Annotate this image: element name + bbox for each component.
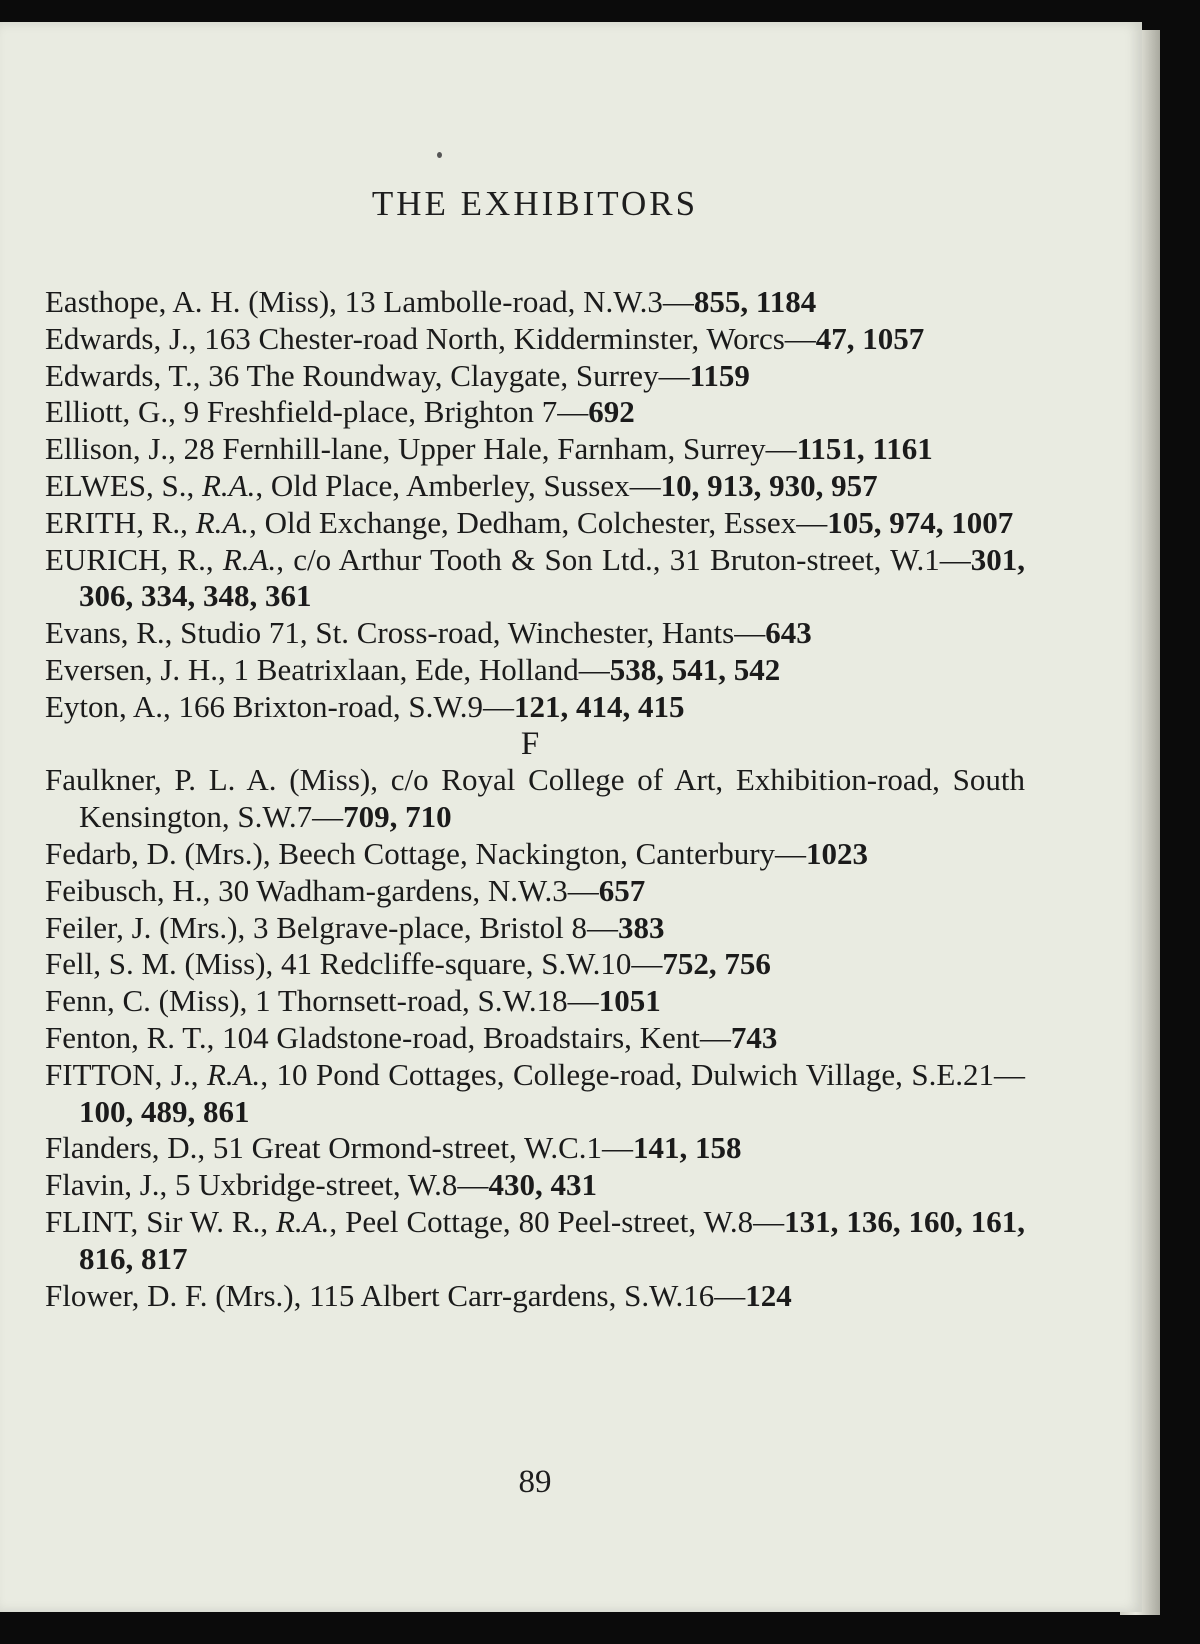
exhibitor-name-address: FITTON, J., xyxy=(45,1056,207,1092)
exhibitor-entry xyxy=(45,358,1025,395)
running-head: THE EXHIBITORS xyxy=(371,184,699,223)
exhibitor-name-address: Flanders, D., 51 Great Ormond-street, W.C.1— xyxy=(45,1130,634,1166)
exhibitor-entry xyxy=(45,1130,1025,1167)
exhibitor-name-address: Flower, D. F. (Mrs.), 115 Albert Carr-gardens, S.W.16— xyxy=(45,1277,746,1313)
catalogue-numbers: 1051 xyxy=(598,983,661,1019)
exhibitor-entry xyxy=(45,1167,1025,1204)
exhibitor-entry xyxy=(45,1057,1025,1131)
catalogue-numbers: 383 xyxy=(618,909,665,945)
ra-designation: R.A. xyxy=(276,1203,330,1239)
catalogue-numbers: 752, 756 xyxy=(662,946,771,982)
exhibitor-name-address: Edwards, T., 36 The Roundway, Claygate, Surrey— xyxy=(45,357,690,393)
exhibitor-name-address: EURICH, R., xyxy=(45,541,223,577)
exhibitor-name-address: ELWES, S., xyxy=(45,467,202,503)
catalogue-numbers: 1159 xyxy=(689,357,750,393)
catalogue-numbers: 131, 136, 160, 161, 816, 817 xyxy=(79,1203,1026,1276)
exhibitor-name-address: Eversen, J. H., 1 Beatrixlaan, Ede, Holland— xyxy=(45,651,610,687)
exhibitor-name-address: Feibusch, H., 30 Wadham-gardens, N.W.3— xyxy=(45,872,599,908)
exhibitor-name-address: Fell, S. M. (Miss), 41 Redcliffe-square, S.W.10— xyxy=(45,946,663,982)
exhibitor-name-address: FLINT, Sir W. R., xyxy=(45,1203,277,1239)
exhibitor-entry xyxy=(45,505,1025,542)
exhibitor-list-e xyxy=(45,284,1025,726)
exhibitor-list xyxy=(45,284,1025,1314)
catalogue-numbers: 47, 1057 xyxy=(815,320,925,356)
catalogue-numbers: 100, 489, 861 xyxy=(79,1093,250,1129)
exhibitor-entry xyxy=(45,615,1025,652)
exhibitor-address: , Peel Cottage, 80 Peel-street, W.8— xyxy=(329,1203,785,1239)
exhibitor-name-address: Faulkner, P. L. A. (Miss), c/o Royal College of Art, Exhibition-road, South Kensington, S.W.7— xyxy=(45,762,1025,835)
catalogue-numbers: 538, 541, 542 xyxy=(609,651,781,687)
book-page xyxy=(0,22,1142,1612)
exhibitor-entry xyxy=(45,321,1025,358)
catalogue-numbers: 1023 xyxy=(806,835,869,871)
catalogue-numbers: 10, 913, 930, 957 xyxy=(660,467,878,503)
exhibitor-entry xyxy=(45,1278,1025,1315)
exhibitor-address: , Old Place, Amberley, Sussex— xyxy=(255,467,661,503)
catalogue-numbers: 1151, 1161 xyxy=(796,431,933,467)
exhibitor-name-address: Feiler, J. (Mrs.), 3 Belgrave-place, Bristol 8— xyxy=(45,909,618,945)
catalogue-numbers: 430, 431 xyxy=(488,1167,597,1203)
catalogue-numbers: 657 xyxy=(598,872,646,908)
exhibitor-entry xyxy=(45,873,1025,910)
section-letter: F xyxy=(520,725,540,762)
exhibitor-name-address: Flavin, J., 5 Uxbridge-street, W.8— xyxy=(45,1167,489,1203)
exhibitor-entry xyxy=(45,946,1025,983)
exhibitor-entry xyxy=(45,542,1025,616)
exhibitor-entry xyxy=(45,652,1025,689)
exhibitor-name-address: Fenn, C. (Miss), 1 Thornsett-road, S.W.18— xyxy=(45,983,599,1019)
catalogue-numbers: 643 xyxy=(765,615,812,651)
exhibitor-name-address: Eyton, A., 166 Brixton-road, S.W.9— xyxy=(45,688,515,724)
exhibitor-name-address: Elliott, G., 9 Freshfield-place, Brighton 7— xyxy=(45,394,589,430)
catalogue-numbers: 743 xyxy=(730,1019,778,1055)
exhibitor-entry xyxy=(45,468,1025,505)
page-number: 89 xyxy=(518,1464,552,1500)
ra-designation: R.A. xyxy=(206,1056,261,1092)
exhibitor-name-address: Fedarb, D. (Mrs.), Beech Cottage, Nackington, Canterbury— xyxy=(45,835,807,871)
catalogue-numbers: 105, 974, 1007 xyxy=(827,504,1014,540)
catalogue-numbers: 124 xyxy=(745,1277,792,1313)
exhibitor-name-address: Evans, R., Studio 71, St. Cross-road, Winchester, Hants— xyxy=(45,615,766,651)
exhibitor-entry xyxy=(45,1204,1025,1278)
exhibitor-entry xyxy=(45,910,1025,947)
exhibitor-entry xyxy=(45,1020,1025,1057)
exhibitor-entry xyxy=(45,284,1025,321)
exhibitor-address: , 10 Pond Cottages, College-road, Dulwich Village, S.E.21— xyxy=(260,1056,1026,1092)
exhibitor-address: , Old Exchange, Dedham, Colchester, Essex— xyxy=(249,504,828,540)
exhibitor-entry xyxy=(45,836,1025,873)
exhibitor-name-address: Ellison, J., 28 Fernhill-lane, Upper Hale, Farnham, Surrey— xyxy=(45,431,797,467)
exhibitor-entry xyxy=(45,762,1025,836)
exhibitor-name-address: Fenton, R. T., 104 Gladstone-road, Broadstairs, Kent— xyxy=(45,1019,731,1055)
ra-designation: R.A. xyxy=(202,467,256,503)
exhibitor-name-address: Easthope, A. H. (Miss), 13 Lambolle-road, N.W.3— xyxy=(45,284,694,319)
exhibitor-entry xyxy=(45,394,1025,431)
exhibitor-entry xyxy=(45,689,1025,726)
catalogue-numbers: 709, 710 xyxy=(343,799,452,835)
exhibitor-list-f xyxy=(45,762,1025,1314)
exhibitor-name-address: ERITH, R., xyxy=(45,504,196,540)
exhibitor-entry xyxy=(45,431,1025,468)
ra-designation: R.A. xyxy=(222,541,277,577)
ra-designation: R.A. xyxy=(195,504,250,540)
catalogue-numbers: 692 xyxy=(588,394,635,430)
catalogue-numbers: 301, 306, 334, 348, 361 xyxy=(79,541,1025,614)
exhibitor-address: , c/o Arthur Tooth & Son Ltd., 31 Bruton-street, W.1— xyxy=(276,541,971,577)
exhibitor-entry xyxy=(45,983,1025,1020)
catalogue-numbers: 855, 1184 xyxy=(693,284,817,319)
exhibitor-name-address: Edwards, J., 163 Chester-road North, Kidderminster, Worcs— xyxy=(45,320,816,356)
catalogue-numbers: 121, 414, 415 xyxy=(514,688,685,724)
ink-speck xyxy=(437,152,442,158)
catalogue-numbers: 141, 158 xyxy=(633,1130,742,1166)
